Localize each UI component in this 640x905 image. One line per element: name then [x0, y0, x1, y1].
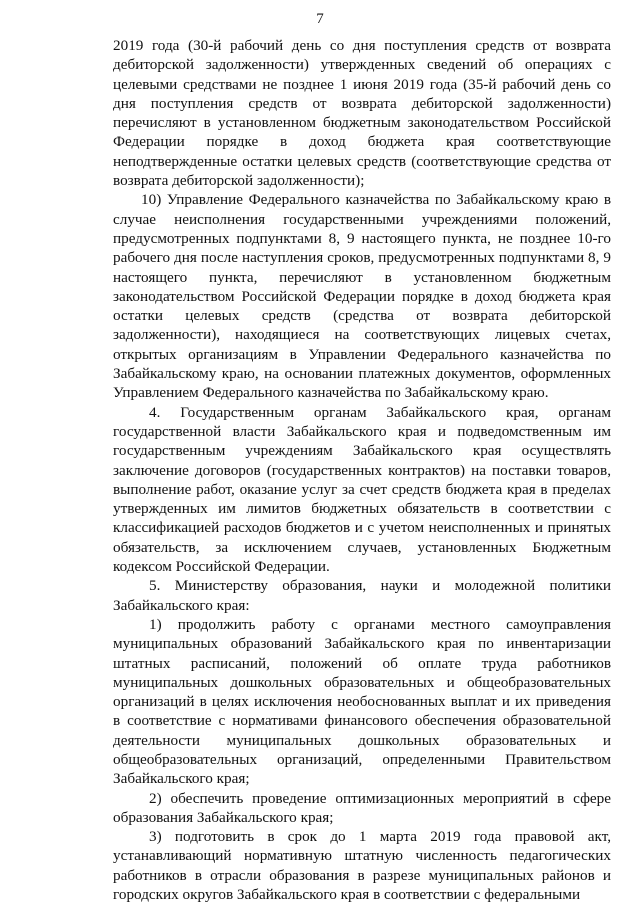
paragraph-section-4: 4. Государственным органам Забайкальского края, органам государственной власти Забайкальского края и подведомственным им государственным учреждениям Забайкальского края осуществлять заключение договоров (государственных контрактов) на поставки товаров, выполнение работ, оказание услуг за счет средств бюджета края в пределах утвержденных им лимитов бюджетных обязательств в соответствии с классификацией расходов бюджетов и с учетом неисполненных и принятых обязательств, за исключением случаев, установленных Бюджетным кодексом Российской Федерации. — [113, 403, 611, 576]
paragraph-item-1: 1) продолжить работу с органами местного самоуправления муниципальных образований Забайкальского края по инвентаризации штатных расписаний, положений об оплате труда работников муниципальных дошкольных образовательных и общеобразовательных организаций в целях исключения необоснованных выплат и их приведения в соответствие с нормативами финансового обеспечения образовательной деятельности муниципальных дошкольных образовательных и общеобразовательных организаций, определенными Правительством Забайкальского края; — [113, 615, 611, 788]
page-number: 7 — [316, 11, 324, 27]
paragraph-item-10: 10) Управление Федерального казначейства по Забайкальскому краю в случае неисполнения государственными учреждениями положений, предусмотренных подпунктами 8, 9 настоящего пункта, не позднее 10-го рабочего дня после наступления сроков, предусмотренных подпунктами 8, 9 настоящего пункта, перечисляют в установленном бюджетным законодательством Российской Федерации порядке в доход бюджета края остатки целевых средств (средства от возврата дебиторской задолженности), находящиеся на соответствующих лицевых счетах, открытых организациям в Управлении Федерального казначейства по Забайкальскому краю, на основании платежных документов, оформленных Управлением Федерального казначейства по Забайкальскому краю. — [113, 191, 611, 402]
paragraph-continuation: 2019 года (30-й рабочий день со дня поступления средств от возврата дебиторской задолженности) утвержденных сведений об операциях с целевыми средствами не позднее 1 июня 2019 года (35-й рабочий день со дня поступления средств от возврата дебиторской задолженности) перечисляют в установленном бюджетным законодательством Российской Федерации порядке в доход бюджета края соответствующие неподтвержденные остатки целевых средств (соответствующие средства от возврата дебиторской задолженности); — [113, 37, 611, 190]
paragraph-section-5: 5. Министерству образования, науки и молодежной политики Забайкальского края: — [113, 577, 611, 614]
paragraph-item-3: 3) подготовить в срок до 1 марта 2019 года правовой акт, устанавливающий нормативную штатную численность педагогических работников в отрасли образования в разрезе муниципальных районов и городских округов Забайкальского края в соответствии с федеральными — [113, 828, 611, 904]
paragraph-item-2: 2) обеспечить проведение оптимизационных мероприятий в сфере образования Забайкальского края; — [113, 789, 611, 826]
document-body — [113, 36, 611, 904]
